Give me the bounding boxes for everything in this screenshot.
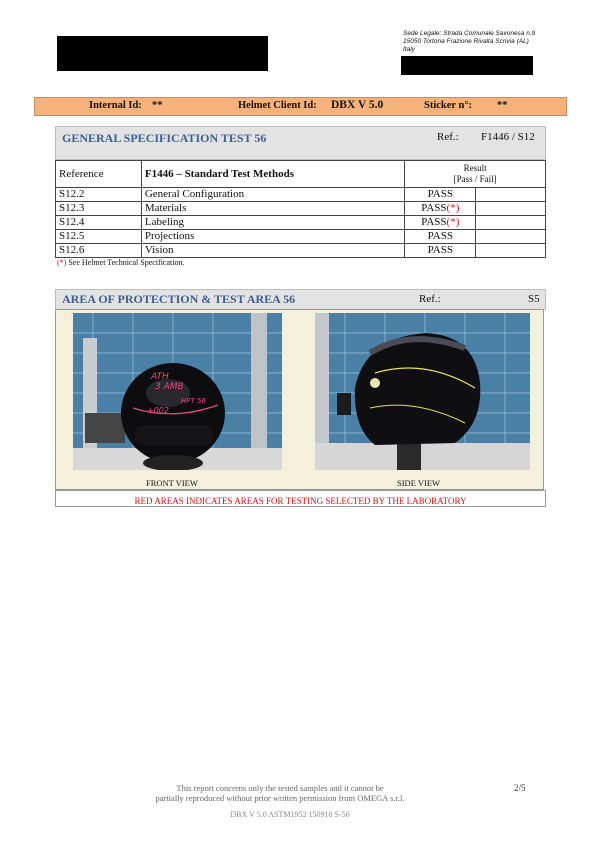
helmet-writing-3: HPT 56: [181, 397, 206, 405]
sticker-value: **: [497, 100, 508, 111]
internal-id-label: Internal Id:: [89, 100, 142, 111]
row-reference: S12.2: [56, 188, 142, 202]
row-empty-cell: [476, 188, 546, 202]
footer-disclaimer: [90, 783, 470, 803]
row-empty-cell: [476, 230, 546, 244]
result-value: PASS: [427, 188, 453, 200]
table-row: [56, 244, 546, 258]
general-spec-header: [55, 126, 546, 160]
col-result-sublabel: [Pass / Fail]: [453, 174, 497, 184]
row-method: Vision: [141, 244, 405, 258]
client-id-label: Helmet Client Id:: [238, 100, 317, 111]
col-result-label: Result: [463, 163, 487, 173]
helmet-writing-2: 3 AMB: [155, 382, 184, 392]
sticker-label: Sticker n°:: [424, 100, 473, 111]
result-note-mark: (*): [446, 216, 460, 228]
row-empty-cell: [476, 216, 546, 230]
row-method: Projections: [141, 230, 405, 244]
internal-id-value: **: [152, 100, 163, 111]
footer-line-2: partially reproduced without prior written permission from OMEGA s.r.l.: [155, 793, 405, 803]
area-ref-label: Ref.:: [419, 293, 441, 305]
area-title: AREA OF PROTECTION & TEST AREA 56: [62, 292, 296, 306]
result-value: PASS: [421, 202, 447, 214]
table-row: [56, 230, 546, 244]
footnote-mark: (*): [57, 258, 67, 267]
table-row: [56, 202, 546, 216]
row-reference: S12.3: [56, 202, 142, 216]
spec-table-header-row: [56, 161, 546, 188]
side-view-caption: SIDE VIEW: [397, 478, 441, 488]
col-reference-header: Reference: [56, 161, 142, 188]
result-value: PASS: [427, 244, 453, 256]
spec-footnote: [57, 258, 184, 267]
row-empty-cell: [476, 244, 546, 258]
side-view-image: [315, 313, 530, 470]
footer-line-1: This report concerns only the tested samples and it cannot be: [176, 783, 384, 793]
company-address: [403, 30, 535, 54]
general-spec-ref-value: F1446 / S12: [481, 131, 535, 143]
spec-table: [55, 160, 546, 258]
helmet-id-bar: [34, 97, 567, 116]
row-result: [405, 244, 476, 258]
row-reference: S12.4: [56, 216, 142, 230]
front-view-image: [73, 313, 282, 470]
front-view-caption: FRONT VIEW: [146, 478, 198, 488]
result-value: PASS: [421, 216, 447, 228]
testing-areas-banner: [55, 490, 546, 507]
row-reference: S12.6: [56, 244, 142, 258]
page-number: 2/5: [514, 783, 526, 793]
result-value: PASS: [427, 230, 453, 242]
helmet-writing-4: +002: [147, 406, 169, 415]
table-row: [56, 216, 546, 230]
row-reference: S12.5: [56, 230, 142, 244]
testing-areas-banner-text: RED AREAS INDICATES AREAS FOR TESTING SELECTED BY THE LABORATORY: [134, 496, 467, 506]
row-empty-cell: [476, 202, 546, 216]
area-ref-value: S5: [528, 293, 540, 305]
address-line-1: Sede Legale: Strada Comunale Savonesa n.9: [403, 30, 536, 37]
general-spec-title: GENERAL SPECIFICATION TEST 56: [62, 131, 267, 145]
row-result: [405, 230, 476, 244]
row-result: [405, 202, 476, 216]
address-line-2: 15050 Tortona Frazione Rivalta Scrivia (AL): [403, 38, 529, 45]
client-id-value: DBX V 5.0: [331, 99, 384, 111]
side-view-photo: [315, 313, 530, 470]
area-header: [55, 289, 546, 310]
col-method-header: F1446 – Standard Test Methods: [141, 161, 405, 188]
result-note-mark: (*): [446, 202, 460, 214]
col-result-header: [405, 161, 546, 188]
row-result: [405, 188, 476, 202]
table-row: [56, 188, 546, 202]
row-method: General Configuration: [141, 188, 405, 202]
general-spec-ref-label: Ref.:: [437, 131, 459, 143]
redacted-logo-block: [57, 36, 268, 71]
helmet-writing-1: ATH: [151, 372, 169, 382]
row-result: [405, 216, 476, 230]
redacted-address-block: [401, 56, 533, 75]
front-view-photo: [73, 313, 282, 470]
row-method: Materials: [141, 202, 405, 216]
footnote-text: See Helmet Technical Specification.: [66, 258, 185, 267]
document-code: DBX V 5.0 ASTM1952 150910 S-56: [230, 810, 350, 819]
row-method: Labeling: [141, 216, 405, 230]
address-line-3: Italy: [403, 46, 415, 53]
